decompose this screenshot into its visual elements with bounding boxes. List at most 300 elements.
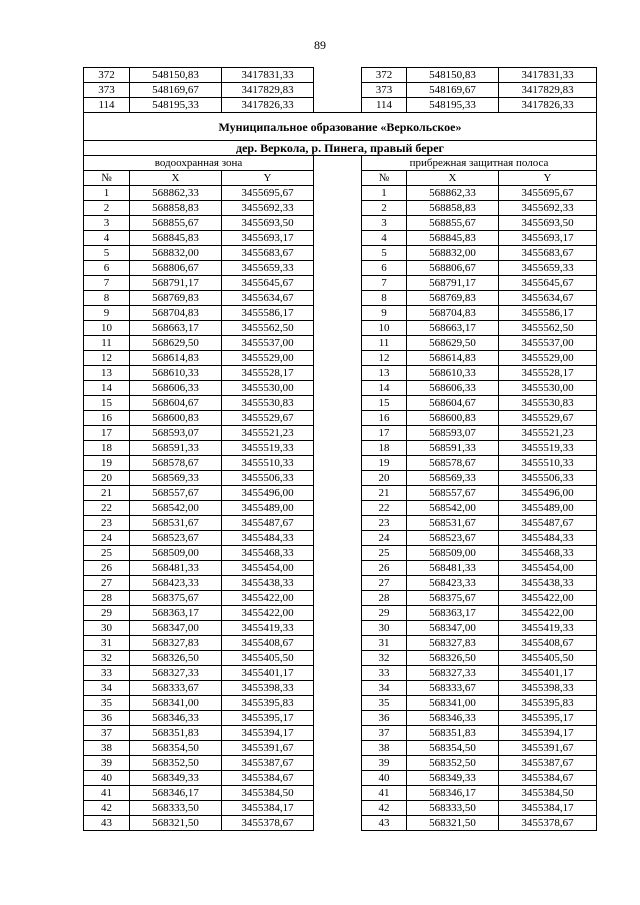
right-number-cell: 25 — [362, 546, 407, 561]
right-x-cell: 568352,50 — [407, 756, 499, 771]
right-y-cell: 3455634,67 — [499, 291, 597, 306]
gap-cell — [314, 366, 362, 381]
gap-cell — [314, 396, 362, 411]
right-x-cell: 568531,67 — [407, 516, 499, 531]
left-number-cell: 8 — [84, 291, 130, 306]
right-number-cell: 35 — [362, 696, 407, 711]
right-y-cell: 3455586,17 — [499, 306, 597, 321]
left-y-cell: 3455489,00 — [222, 501, 314, 516]
left-y-cell: 3455391,67 — [222, 741, 314, 756]
table-row — [84, 531, 597, 546]
table-row — [84, 68, 597, 83]
right-y-cell: 3455384,67 — [499, 771, 597, 786]
left-number-cell: 7 — [84, 276, 130, 291]
right-x-cell: 568629,50 — [407, 336, 499, 351]
left-number-cell: 10 — [84, 321, 130, 336]
left-x-cell: 568333,50 — [130, 801, 222, 816]
right-y-cell: 3455454,00 — [499, 561, 597, 576]
gap-cell — [314, 246, 362, 261]
table-row — [84, 291, 597, 306]
left-number-cell: 37 — [84, 726, 130, 741]
left-x-cell: 568351,83 — [130, 726, 222, 741]
left-x-cell: 548195,33 — [130, 98, 222, 113]
right-x-cell: 568862,33 — [407, 186, 499, 201]
left-x-cell: 568341,00 — [130, 696, 222, 711]
right-y-cell: 3455438,33 — [499, 576, 597, 591]
left-y-cell: 3455398,33 — [222, 681, 314, 696]
left-y-cell: 3455387,67 — [222, 756, 314, 771]
left-y-cell: 3455562,50 — [222, 321, 314, 336]
right-y-cell: 3455528,17 — [499, 366, 597, 381]
right-x-cell: 568347,00 — [407, 621, 499, 636]
right-y-header: Y — [499, 171, 597, 186]
left-number-cell: 373 — [84, 83, 130, 98]
right-y-cell: 3455529,00 — [499, 351, 597, 366]
gap-cell — [314, 411, 362, 426]
table-row — [84, 516, 597, 531]
table-row — [84, 696, 597, 711]
left-number-cell: 18 — [84, 441, 130, 456]
left-number-cell: 26 — [84, 561, 130, 576]
left-number-cell: 14 — [84, 381, 130, 396]
right-x-cell: 568351,83 — [407, 726, 499, 741]
right-y-cell: 3455408,67 — [499, 636, 597, 651]
table-row — [84, 306, 597, 321]
gap-cell — [314, 156, 362, 171]
right-number-cell: 40 — [362, 771, 407, 786]
left-x-cell: 568557,67 — [130, 486, 222, 501]
left-x-cell: 568604,67 — [130, 396, 222, 411]
right-x-cell: 568855,67 — [407, 216, 499, 231]
right-number-cell: 38 — [362, 741, 407, 756]
section-title-row — [84, 113, 597, 141]
left-x-cell: 568591,33 — [130, 441, 222, 456]
left-y-cell: 3455693,50 — [222, 216, 314, 231]
left-x-cell: 568704,83 — [130, 306, 222, 321]
table-row — [84, 681, 597, 696]
right-number-cell: 31 — [362, 636, 407, 651]
right-y-cell: 3455537,00 — [499, 336, 597, 351]
right-y-cell: 3455530,00 — [499, 381, 597, 396]
left-y-header: Y — [222, 171, 314, 186]
right-number-cell: 5 — [362, 246, 407, 261]
gap-cell — [314, 201, 362, 216]
left-y-cell: 3455422,00 — [222, 606, 314, 621]
right-number-cell: 22 — [362, 501, 407, 516]
right-x-cell: 568523,67 — [407, 531, 499, 546]
right-x-cell: 568557,67 — [407, 486, 499, 501]
table-row — [84, 816, 597, 831]
right-y-cell: 3455401,17 — [499, 666, 597, 681]
right-number-cell: 23 — [362, 516, 407, 531]
right-number-cell: 4 — [362, 231, 407, 246]
left-number-cell: 42 — [84, 801, 130, 816]
gap-cell — [314, 171, 362, 186]
right-y-cell: 3455422,00 — [499, 591, 597, 606]
table-row — [84, 801, 597, 816]
left-y-cell: 3455484,33 — [222, 531, 314, 546]
table-row — [84, 366, 597, 381]
table-row — [84, 441, 597, 456]
left-number-cell: 33 — [84, 666, 130, 681]
left-x-cell: 568481,33 — [130, 561, 222, 576]
left-y-cell: 3455395,83 — [222, 696, 314, 711]
gap-cell — [314, 606, 362, 621]
left-y-cell: 3455419,33 — [222, 621, 314, 636]
table-row — [84, 186, 597, 201]
left-number-cell: 5 — [84, 246, 130, 261]
table-row — [84, 381, 597, 396]
left-x-cell: 568791,17 — [130, 276, 222, 291]
right-x-cell: 568423,33 — [407, 576, 499, 591]
right-y-cell: 3455695,67 — [499, 186, 597, 201]
left-number-cell: 16 — [84, 411, 130, 426]
right-number-cell: 27 — [362, 576, 407, 591]
right-y-cell: 3455384,50 — [499, 786, 597, 801]
left-x-cell: 568769,83 — [130, 291, 222, 306]
gap-cell — [314, 681, 362, 696]
table-row — [84, 351, 597, 366]
right-number-cell: 7 — [362, 276, 407, 291]
table-row — [84, 396, 597, 411]
left-y-cell: 3455384,17 — [222, 801, 314, 816]
right-number-cell: 24 — [362, 531, 407, 546]
left-y-cell: 3455510,33 — [222, 456, 314, 471]
right-y-cell: 3455484,33 — [499, 531, 597, 546]
table-row — [84, 741, 597, 756]
table-row — [84, 426, 597, 441]
left-number-cell: 6 — [84, 261, 130, 276]
left-y-cell: 3455422,00 — [222, 591, 314, 606]
right-number-cell: 19 — [362, 456, 407, 471]
left-x-cell: 568327,33 — [130, 666, 222, 681]
right-y-cell: 3455387,67 — [499, 756, 597, 771]
left-number-cell: 372 — [84, 68, 130, 83]
gap-cell — [314, 456, 362, 471]
gap-cell — [314, 696, 362, 711]
gap-cell — [314, 501, 362, 516]
left-x-header: X — [130, 171, 222, 186]
left-x-cell: 568346,33 — [130, 711, 222, 726]
right-y-cell: 3455422,00 — [499, 606, 597, 621]
section-header-row — [84, 156, 597, 171]
left-x-cell: 568832,00 — [130, 246, 222, 261]
right-x-cell: 568375,67 — [407, 591, 499, 606]
right-y-cell: 3455391,67 — [499, 741, 597, 756]
right-number-header: № — [362, 171, 407, 186]
left-number-cell: 28 — [84, 591, 130, 606]
left-number-cell: 23 — [84, 516, 130, 531]
left-number-cell: 17 — [84, 426, 130, 441]
right-x-cell: 568341,00 — [407, 696, 499, 711]
right-x-cell: 548169,67 — [407, 83, 499, 98]
gap-cell — [314, 816, 362, 831]
right-x-cell: 568542,00 — [407, 501, 499, 516]
left-number-cell: 41 — [84, 786, 130, 801]
right-number-cell: 13 — [362, 366, 407, 381]
left-number-cell: 24 — [84, 531, 130, 546]
right-y-cell: 3417829,83 — [499, 83, 597, 98]
right-number-cell: 33 — [362, 666, 407, 681]
left-x-cell: 568610,33 — [130, 366, 222, 381]
table-row — [84, 756, 597, 771]
right-section-label: прибрежная защитная полоса — [362, 156, 597, 171]
left-x-cell: 568606,33 — [130, 381, 222, 396]
right-number-cell: 37 — [362, 726, 407, 741]
gap-cell — [314, 441, 362, 456]
right-number-cell: 16 — [362, 411, 407, 426]
right-y-cell: 3455506,33 — [499, 471, 597, 486]
table-row — [84, 621, 597, 636]
right-x-cell: 568806,67 — [407, 261, 499, 276]
right-y-cell: 3455419,33 — [499, 621, 597, 636]
left-y-cell: 3455645,67 — [222, 276, 314, 291]
right-x-cell: 568663,17 — [407, 321, 499, 336]
table-row — [84, 711, 597, 726]
gap-cell — [314, 276, 362, 291]
left-number-cell: 38 — [84, 741, 130, 756]
left-number-cell: 43 — [84, 816, 130, 831]
gap-cell — [314, 561, 362, 576]
left-number-cell: 39 — [84, 756, 130, 771]
left-number-cell: 32 — [84, 651, 130, 666]
left-x-cell: 568862,33 — [130, 186, 222, 201]
gap-cell — [314, 381, 362, 396]
right-x-cell: 568614,83 — [407, 351, 499, 366]
table-row — [84, 726, 597, 741]
left-number-cell: 12 — [84, 351, 130, 366]
right-number-cell: 372 — [362, 68, 407, 83]
table-row — [84, 98, 597, 113]
left-x-cell: 568569,33 — [130, 471, 222, 486]
gap-cell — [314, 336, 362, 351]
left-x-cell: 568423,33 — [130, 576, 222, 591]
left-y-cell: 3455401,17 — [222, 666, 314, 681]
table-row — [84, 411, 597, 426]
left-x-cell: 568346,17 — [130, 786, 222, 801]
table-row — [84, 591, 597, 606]
right-number-cell: 9 — [362, 306, 407, 321]
left-x-cell: 568354,50 — [130, 741, 222, 756]
right-number-cell: 8 — [362, 291, 407, 306]
gap-cell — [314, 68, 362, 83]
left-number-cell: 2 — [84, 201, 130, 216]
right-number-cell: 32 — [362, 651, 407, 666]
gap-cell — [314, 486, 362, 501]
left-x-cell: 568509,00 — [130, 546, 222, 561]
gap-cell — [314, 756, 362, 771]
right-y-cell: 3455645,67 — [499, 276, 597, 291]
right-x-cell: 568845,83 — [407, 231, 499, 246]
right-y-cell: 3455693,17 — [499, 231, 597, 246]
right-x-cell: 568832,00 — [407, 246, 499, 261]
left-y-cell: 3455683,67 — [222, 246, 314, 261]
left-y-cell: 3455695,67 — [222, 186, 314, 201]
right-y-cell: 3417826,33 — [499, 98, 597, 113]
gap-cell — [314, 98, 362, 113]
right-number-cell: 20 — [362, 471, 407, 486]
right-number-cell: 39 — [362, 756, 407, 771]
left-y-cell: 3455529,67 — [222, 411, 314, 426]
right-number-cell: 373 — [362, 83, 407, 98]
gap-cell — [314, 786, 362, 801]
left-number-cell: 13 — [84, 366, 130, 381]
coordinates-table-body — [84, 68, 597, 831]
right-y-cell: 3455659,33 — [499, 261, 597, 276]
left-x-cell: 568321,50 — [130, 816, 222, 831]
table-row — [84, 456, 597, 471]
right-x-header: X — [407, 171, 499, 186]
gap-cell — [314, 216, 362, 231]
left-section-label: водоохранная зона — [84, 156, 314, 171]
left-x-cell: 568352,50 — [130, 756, 222, 771]
right-number-cell: 26 — [362, 561, 407, 576]
right-number-cell: 2 — [362, 201, 407, 216]
right-x-cell: 568604,67 — [407, 396, 499, 411]
right-x-cell: 568346,33 — [407, 711, 499, 726]
left-number-cell: 21 — [84, 486, 130, 501]
gap-cell — [314, 83, 362, 98]
gap-cell — [314, 666, 362, 681]
right-x-cell: 568481,33 — [407, 561, 499, 576]
right-y-cell: 3455398,33 — [499, 681, 597, 696]
table-row — [84, 561, 597, 576]
table-row — [84, 201, 597, 216]
left-x-cell: 568614,83 — [130, 351, 222, 366]
right-number-cell: 21 — [362, 486, 407, 501]
right-number-cell: 12 — [362, 351, 407, 366]
left-number-cell: 27 — [84, 576, 130, 591]
left-y-cell: 3455506,33 — [222, 471, 314, 486]
left-y-cell: 3455519,33 — [222, 441, 314, 456]
right-y-cell: 3455378,67 — [499, 816, 597, 831]
right-x-cell: 568769,83 — [407, 291, 499, 306]
right-y-cell: 3455405,50 — [499, 651, 597, 666]
left-number-cell: 20 — [84, 471, 130, 486]
gap-cell — [314, 291, 362, 306]
table-row — [84, 786, 597, 801]
table-row — [84, 651, 597, 666]
table-row — [84, 501, 597, 516]
gap-cell — [314, 471, 362, 486]
right-x-cell: 568509,00 — [407, 546, 499, 561]
right-number-cell: 3 — [362, 216, 407, 231]
column-header-row — [84, 171, 597, 186]
left-x-cell: 568593,07 — [130, 426, 222, 441]
right-x-cell: 568606,33 — [407, 381, 499, 396]
right-y-cell: 3455510,33 — [499, 456, 597, 471]
right-x-cell: 568593,07 — [407, 426, 499, 441]
left-x-cell: 568663,17 — [130, 321, 222, 336]
right-number-cell: 114 — [362, 98, 407, 113]
left-number-header: № — [84, 171, 130, 186]
right-y-cell: 3455394,17 — [499, 726, 597, 741]
left-x-cell: 568327,83 — [130, 636, 222, 651]
right-y-cell: 3455530,83 — [499, 396, 597, 411]
gap-cell — [314, 621, 362, 636]
table-row — [84, 576, 597, 591]
right-number-cell: 17 — [362, 426, 407, 441]
left-x-cell: 548150,83 — [130, 68, 222, 83]
right-number-cell: 29 — [362, 606, 407, 621]
left-y-cell: 3455487,67 — [222, 516, 314, 531]
left-number-cell: 25 — [84, 546, 130, 561]
left-number-cell: 36 — [84, 711, 130, 726]
right-x-cell: 568858,83 — [407, 201, 499, 216]
right-y-cell: 3455487,67 — [499, 516, 597, 531]
left-number-cell: 30 — [84, 621, 130, 636]
gap-cell — [314, 321, 362, 336]
right-x-cell: 568578,67 — [407, 456, 499, 471]
right-number-cell: 18 — [362, 441, 407, 456]
right-y-cell: 3455468,33 — [499, 546, 597, 561]
gap-cell — [314, 231, 362, 246]
right-x-cell: 548150,83 — [407, 68, 499, 83]
gap-cell — [314, 591, 362, 606]
left-number-cell: 11 — [84, 336, 130, 351]
right-x-cell: 568346,17 — [407, 786, 499, 801]
right-x-cell: 568791,17 — [407, 276, 499, 291]
left-y-cell: 3455521,23 — [222, 426, 314, 441]
right-number-cell: 14 — [362, 381, 407, 396]
table-row — [84, 83, 597, 98]
gap-cell — [314, 351, 362, 366]
right-y-cell: 3455384,17 — [499, 801, 597, 816]
left-number-cell: 4 — [84, 231, 130, 246]
right-x-cell: 568591,33 — [407, 441, 499, 456]
right-y-cell: 3455489,00 — [499, 501, 597, 516]
right-y-cell: 3455562,50 — [499, 321, 597, 336]
gap-cell — [314, 426, 362, 441]
gap-cell — [314, 636, 362, 651]
right-y-cell: 3417831,33 — [499, 68, 597, 83]
left-y-cell: 3455438,33 — [222, 576, 314, 591]
left-y-cell: 3455378,67 — [222, 816, 314, 831]
left-x-cell: 568363,17 — [130, 606, 222, 621]
table-row — [84, 231, 597, 246]
right-x-cell: 568600,83 — [407, 411, 499, 426]
left-y-cell: 3417826,33 — [222, 98, 314, 113]
gap-cell — [314, 726, 362, 741]
left-y-cell: 3455528,17 — [222, 366, 314, 381]
right-number-cell: 15 — [362, 396, 407, 411]
left-number-cell: 15 — [84, 396, 130, 411]
left-y-cell: 3455395,17 — [222, 711, 314, 726]
right-x-cell: 568333,67 — [407, 681, 499, 696]
gap-cell — [314, 576, 362, 591]
left-y-cell: 3455454,00 — [222, 561, 314, 576]
left-x-cell: 568375,67 — [130, 591, 222, 606]
left-x-cell: 568806,67 — [130, 261, 222, 276]
left-y-cell: 3455634,67 — [222, 291, 314, 306]
left-x-cell: 568855,67 — [130, 216, 222, 231]
table-row — [84, 321, 597, 336]
gap-cell — [314, 261, 362, 276]
left-x-cell: 568333,67 — [130, 681, 222, 696]
gap-cell — [314, 651, 362, 666]
right-x-cell: 568333,50 — [407, 801, 499, 816]
right-x-cell: 568321,50 — [407, 816, 499, 831]
left-y-cell: 3455530,83 — [222, 396, 314, 411]
page-number: 89 — [314, 38, 326, 52]
right-number-cell: 10 — [362, 321, 407, 336]
table-row — [84, 276, 597, 291]
right-y-cell: 3455693,50 — [499, 216, 597, 231]
section-subtitle-row — [84, 141, 597, 156]
gap-cell — [314, 801, 362, 816]
left-y-cell: 3455408,67 — [222, 636, 314, 651]
gap-cell — [314, 186, 362, 201]
